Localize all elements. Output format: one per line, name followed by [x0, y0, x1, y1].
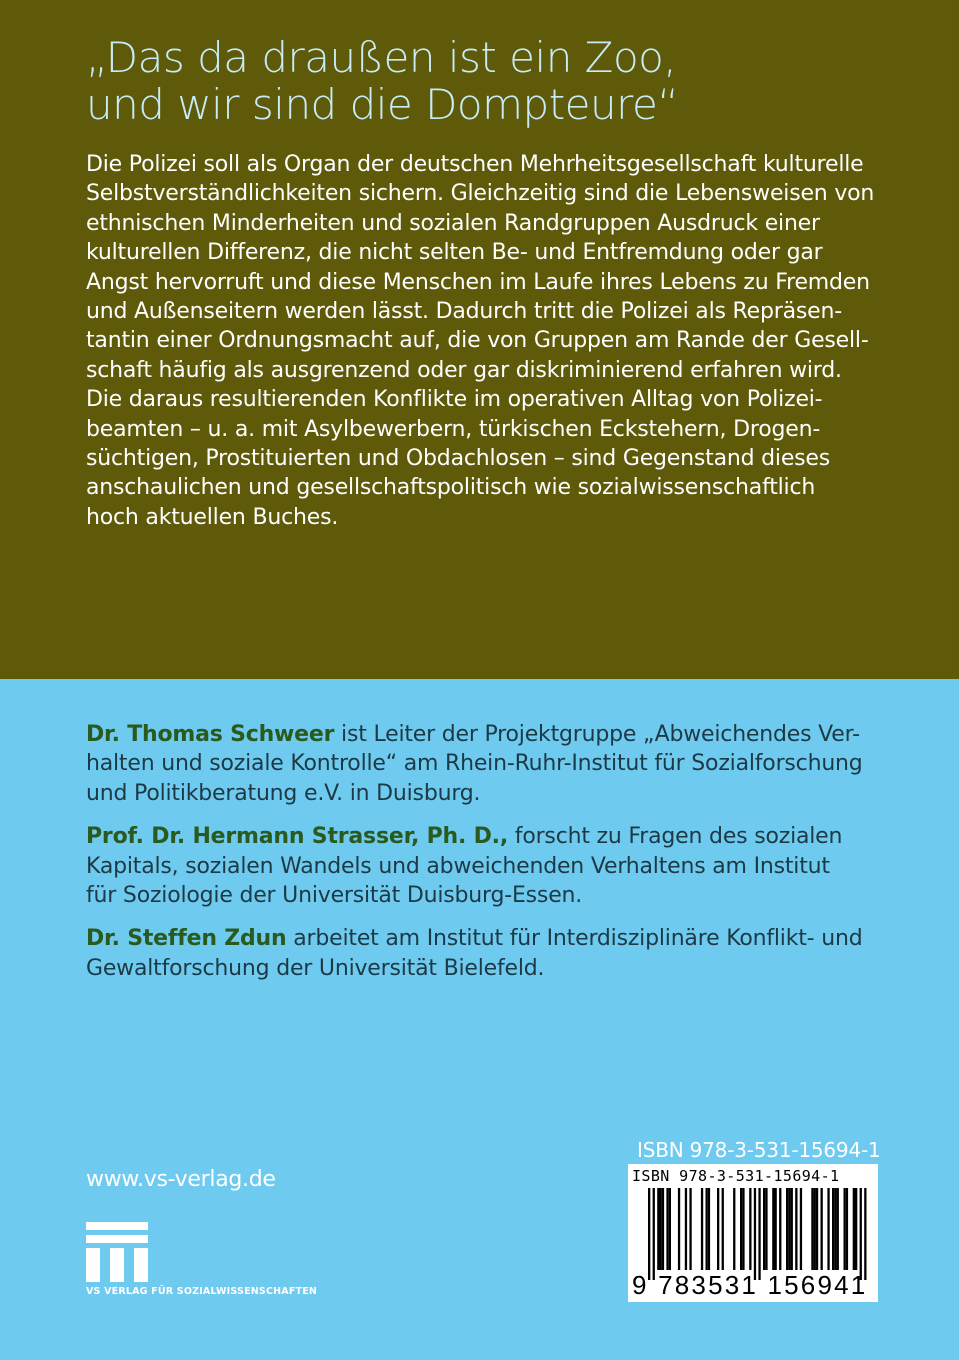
- barcode-bar: [733, 1188, 735, 1270]
- blurb-line: hoch aktuellen Buches.: [86, 504, 339, 530]
- barcode-bar: [788, 1188, 790, 1270]
- blurb-line: süchtigen, Prostituierten und Obdachlosen – sind Gegenstand dieses: [86, 446, 831, 472]
- barcode-bar: [811, 1188, 813, 1270]
- barcode-bar: [864, 1188, 866, 1280]
- barcode-bar: [844, 1188, 846, 1270]
- top-panel: [0, 0, 959, 679]
- barcode-bar: [855, 1188, 857, 1270]
- barcode-isbn-label: ISBN 978-3-531-15694-1: [632, 1167, 840, 1185]
- isbn-label: ISBN 978-3-531-15694-1: [637, 1138, 881, 1162]
- author-bio: [86, 924, 886, 983]
- blurb-line: kulturellen Differenz, die nicht selten Be- und Entfremdung oder gar: [86, 240, 823, 266]
- author-bio: [86, 822, 886, 910]
- barcode-bar: [814, 1188, 816, 1270]
- barcode-bar: [701, 1188, 703, 1270]
- author-bio-text: arbeitet am Institut für Interdisziplinäre Konflikt- und: [286, 926, 863, 952]
- blurb-line: beamten – u. a. mit Asylbewerbern, türkischen Eckstehern, Drogen-: [86, 416, 821, 442]
- blurb-line: schaft häufig als ausgrenzend oder gar diskriminierend erfahren wird.: [86, 357, 842, 383]
- barcode-bar: [827, 1188, 829, 1270]
- publisher-url[interactable]: www.vs-verlag.de: [86, 1167, 276, 1192]
- barcode-bar: [666, 1188, 668, 1270]
- barcode-bar: [662, 1188, 664, 1270]
- author-bio: [86, 720, 886, 808]
- barcode-bar: [837, 1188, 839, 1270]
- blurb-line: anschaulichen und gesellschaftspolitisch wie sozialwissenschaftlich: [86, 475, 816, 501]
- barcode-bar: [853, 1188, 855, 1270]
- barcode-bar: [742, 1188, 744, 1270]
- barcode-bar: [846, 1188, 848, 1270]
- blurb-line: Angst hervorruft und diese Menschen im Laufe ihres Lebens zu Fremden: [86, 269, 870, 295]
- barcode-bar: [706, 1188, 708, 1270]
- blurb-line: Die daraus resultierenden Konflikte im operativen Alltag von Polizei-: [86, 387, 823, 413]
- barcode-bar: [800, 1188, 802, 1270]
- vs-verlag-logo-icon: [86, 1222, 148, 1282]
- barcode-bar: [740, 1188, 742, 1270]
- barcode-bar: [765, 1188, 767, 1270]
- author-bio-line: für Soziologie der Universität Duisburg-Essen.: [86, 883, 583, 909]
- author-name: Dr. Steffen Zdun: [86, 926, 287, 952]
- publisher-logo-text: VS VERLAG FÜR SOZIALWISSENSCHAFTEN: [86, 1286, 318, 1297]
- back-cover-title: [86, 34, 886, 128]
- barcode-bar: [834, 1188, 836, 1270]
- barcode-bar: [660, 1188, 662, 1270]
- barcode-bar: [779, 1188, 781, 1270]
- barcode-bar: [816, 1188, 818, 1270]
- barcode-bar: [708, 1188, 710, 1270]
- barcode-bar: [749, 1188, 751, 1270]
- author-bio-line: halten und soziale Kontrolle“ am Rhein-Ruhr-Institut für Sozialforschung: [86, 751, 863, 777]
- barcode-bar: [775, 1188, 777, 1270]
- author-bio-text: forscht zu Fragen des sozialen: [507, 824, 843, 850]
- barcode-bar: [678, 1188, 680, 1270]
- blurb-line: ethnischen Minderheiten und sozialen Randgruppen Ausdruck einer: [86, 210, 820, 236]
- author-bio-line: Kapitals, sozialen Wandels und abweichenden Verhaltens am Institut: [86, 853, 830, 879]
- author-bio-line: Gewaltforschung der Universität Bielefeld.: [86, 955, 545, 981]
- publisher-logo: [86, 1222, 326, 1302]
- barcode-bar: [754, 1188, 756, 1280]
- blurb-line: tantin einer Ordnungsmacht auf, die von Gruppen am Rande der Gesell-: [86, 328, 869, 354]
- barcode-bar: [717, 1188, 719, 1270]
- barcode-bar: [758, 1188, 760, 1280]
- author-bios: [86, 720, 886, 997]
- title-line: „Das da draußen ist ein Zoo,: [86, 33, 677, 82]
- barcode-bar: [795, 1188, 797, 1270]
- blurb-line: Selbstverständlichkeiten sichern. Gleichzeitig sind die Lebensweisen von: [86, 181, 875, 207]
- barcode-bar: [685, 1188, 687, 1270]
- barcode-bar: [689, 1188, 691, 1270]
- barcode-bar: [763, 1188, 765, 1270]
- author-bio-line: und Politikberatung e.V. in Duisburg.: [86, 780, 481, 806]
- blurb-text: [86, 150, 886, 532]
- barcode-bar: [648, 1188, 650, 1280]
- barcode-bar: [669, 1188, 671, 1270]
- barcode-bar: [860, 1188, 862, 1280]
- author-name: Dr. Thomas Schweer: [86, 722, 335, 747]
- author-name: Prof. Dr. Hermann Strasser, Ph. D.,: [86, 824, 508, 850]
- blurb-line: Die Polizei soll als Organ der deutschen Mehrheitsgesellschaft kulturelle: [86, 152, 864, 177]
- barcode: [628, 1164, 878, 1302]
- barcode-bar: [786, 1188, 788, 1270]
- title-line: und wir sind die Dompteure“: [86, 80, 679, 129]
- barcode-bar: [832, 1188, 834, 1270]
- barcode-number: 9 783531 156941: [632, 1270, 868, 1300]
- blurb-line: und Außenseitern werden lässt. Dadurch tritt die Polizei als Repräsen-: [86, 299, 842, 325]
- barcode-bar: [722, 1188, 724, 1270]
- author-bio-text: ist Leiter der Projektgruppe „Abweichendes Ver-: [334, 722, 860, 747]
- barcode-bar: [657, 1188, 659, 1270]
- barcode-bar: [653, 1188, 655, 1280]
- barcode-bar: [821, 1188, 823, 1270]
- barcode-bar: [791, 1188, 793, 1270]
- barcode-bar: [772, 1188, 774, 1270]
